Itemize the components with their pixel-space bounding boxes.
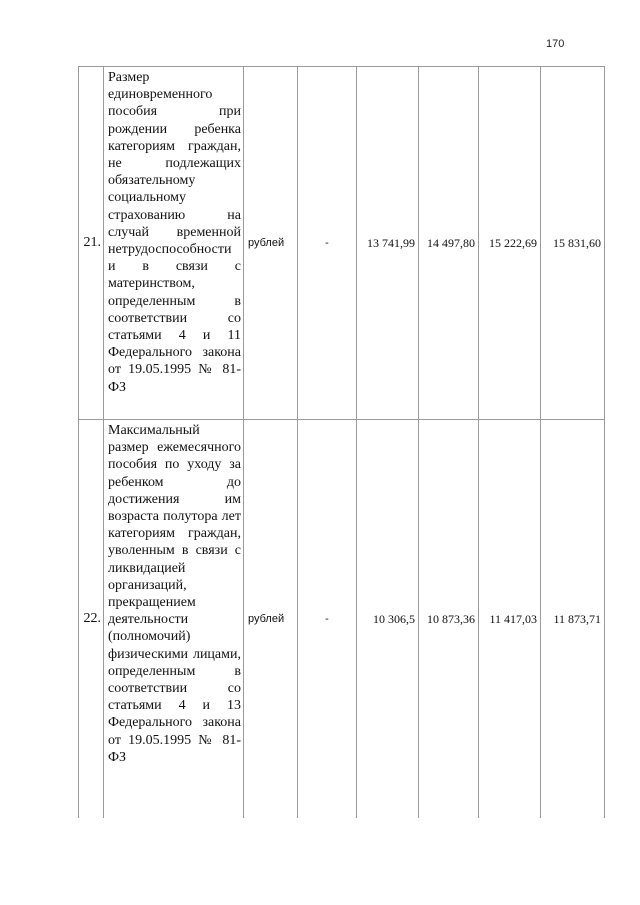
- row-number: 22.: [79, 420, 104, 819]
- row-value-2: 14 497,80: [419, 67, 479, 420]
- row-number: 21.: [79, 67, 104, 420]
- indicator-table: [78, 66, 605, 818]
- row-description: Максимальный размер ежемесячного пособия по уходу за ребенком до достижения им возраста полутора лет категориям граждан, уволенным в связи с ликвидацией организаций, прекращением деятельности (полномочий) физическими лицами, определенным в соответствии со статьями 4 и 13 Федерального закона от 19.05.1995 № 81-ФЗ: [108, 423, 241, 765]
- row-value-1: 10 306,5: [357, 420, 419, 819]
- row-base-value: -: [298, 67, 357, 420]
- row-base-value: -: [298, 420, 357, 819]
- row-description-cell: [104, 420, 244, 819]
- row-unit: рублей: [244, 420, 298, 819]
- table-row: [79, 67, 605, 420]
- row-value-3: 11 417,03: [479, 420, 541, 819]
- row-value-2: 10 873,36: [419, 420, 479, 819]
- row-value-4: 11 873,71: [541, 420, 605, 819]
- page-number: 170: [546, 38, 565, 50]
- row-value-3: 15 222,69: [479, 67, 541, 420]
- row-value-4: 15 831,60: [541, 67, 605, 420]
- row-value-1: 13 741,99: [357, 67, 419, 420]
- row-unit: рублей: [244, 67, 298, 420]
- table-row: [79, 420, 605, 819]
- row-description-cell: [104, 67, 244, 420]
- row-description: Размер единовременного пособия при рождении ребенка категориям граждан, не подлежащих обязательному социальному страхованию на случай временной нетрудоспособности и в связи с материнством, определенным в соответствии со статьями 4 и 11 Федерального закона от 19.05.1995 № 81-ФЗ: [108, 70, 241, 395]
